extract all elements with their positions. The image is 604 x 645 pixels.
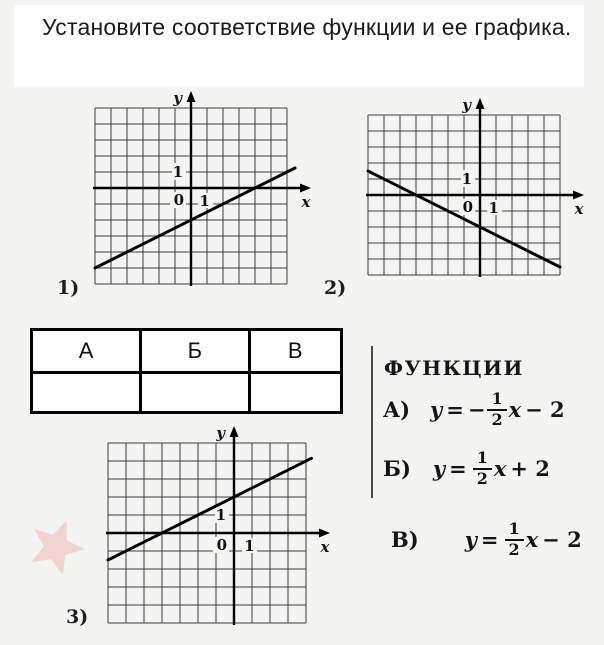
graph-1-label: 1) (57, 277, 80, 299)
answer-cell-v (248, 374, 340, 411)
fraction: $\frac{1}{2}$ (473, 450, 492, 488)
svg-text:0: 0 (462, 198, 473, 216)
svg-text:0: 0 (173, 191, 184, 209)
svg-text:1: 1 (215, 506, 226, 524)
graph-2 (364, 97, 586, 284)
answer-table-header-b: Б (139, 331, 247, 371)
answer-table-header-row (33, 331, 340, 374)
svg-text:x: x (574, 200, 584, 218)
graph-2-label: 2) (324, 277, 347, 299)
graph-3 (104, 425, 332, 632)
function-a-equation: y = − $\frac{1}{2}$ x − 2 (430, 389, 565, 429)
function-item-a (383, 391, 569, 429)
answer-cell-b (139, 374, 247, 411)
svg-text:x: x (320, 538, 330, 556)
divider-line (371, 346, 373, 498)
answer-cell-a (33, 374, 139, 411)
star-icon (24, 508, 88, 586)
graph-2-plot (364, 97, 586, 279)
graph-1 (91, 90, 313, 293)
answer-table-header-a: А (78, 338, 94, 363)
answer-table-header-v: В (248, 331, 340, 371)
svg-text:1: 1 (488, 199, 499, 217)
function-item-b (383, 450, 554, 488)
svg-text:1: 1 (461, 170, 472, 188)
graph-1-plot (91, 90, 313, 288)
graph-3-label: 3) (66, 606, 89, 628)
answer-table-answer-row (33, 374, 340, 411)
page-title: Установите соответствие функции и ее графика. (42, 14, 572, 40)
function-v-equation: y = $\frac{1}{2}$ x − 2 (464, 519, 582, 559)
svg-text:y: y (462, 97, 471, 114)
svg-text:0: 0 (216, 536, 227, 554)
svg-text:y: y (216, 425, 225, 442)
graph-3-plot (104, 425, 332, 627)
svg-text:1: 1 (172, 163, 183, 181)
answer-table (30, 328, 343, 414)
fraction: $\frac{1}{2}$ (505, 521, 524, 559)
function-item-v (391, 521, 586, 559)
function-b-equation: y = $\frac{1}{2}$ x + 2 (432, 448, 550, 488)
function-v-label: В) (391, 527, 419, 553)
svg-text:y: y (173, 90, 182, 107)
svg-text:1: 1 (199, 192, 210, 210)
function-b-label: Б) (383, 456, 411, 482)
svg-text:1: 1 (244, 537, 255, 555)
fraction: $\frac{1}{2}$ (487, 391, 506, 429)
function-a-label: А) (383, 397, 411, 423)
svg-text:x: x (301, 193, 311, 211)
functions-heading: ФУНКЦИИ (384, 356, 524, 380)
title-band (14, 5, 584, 87)
